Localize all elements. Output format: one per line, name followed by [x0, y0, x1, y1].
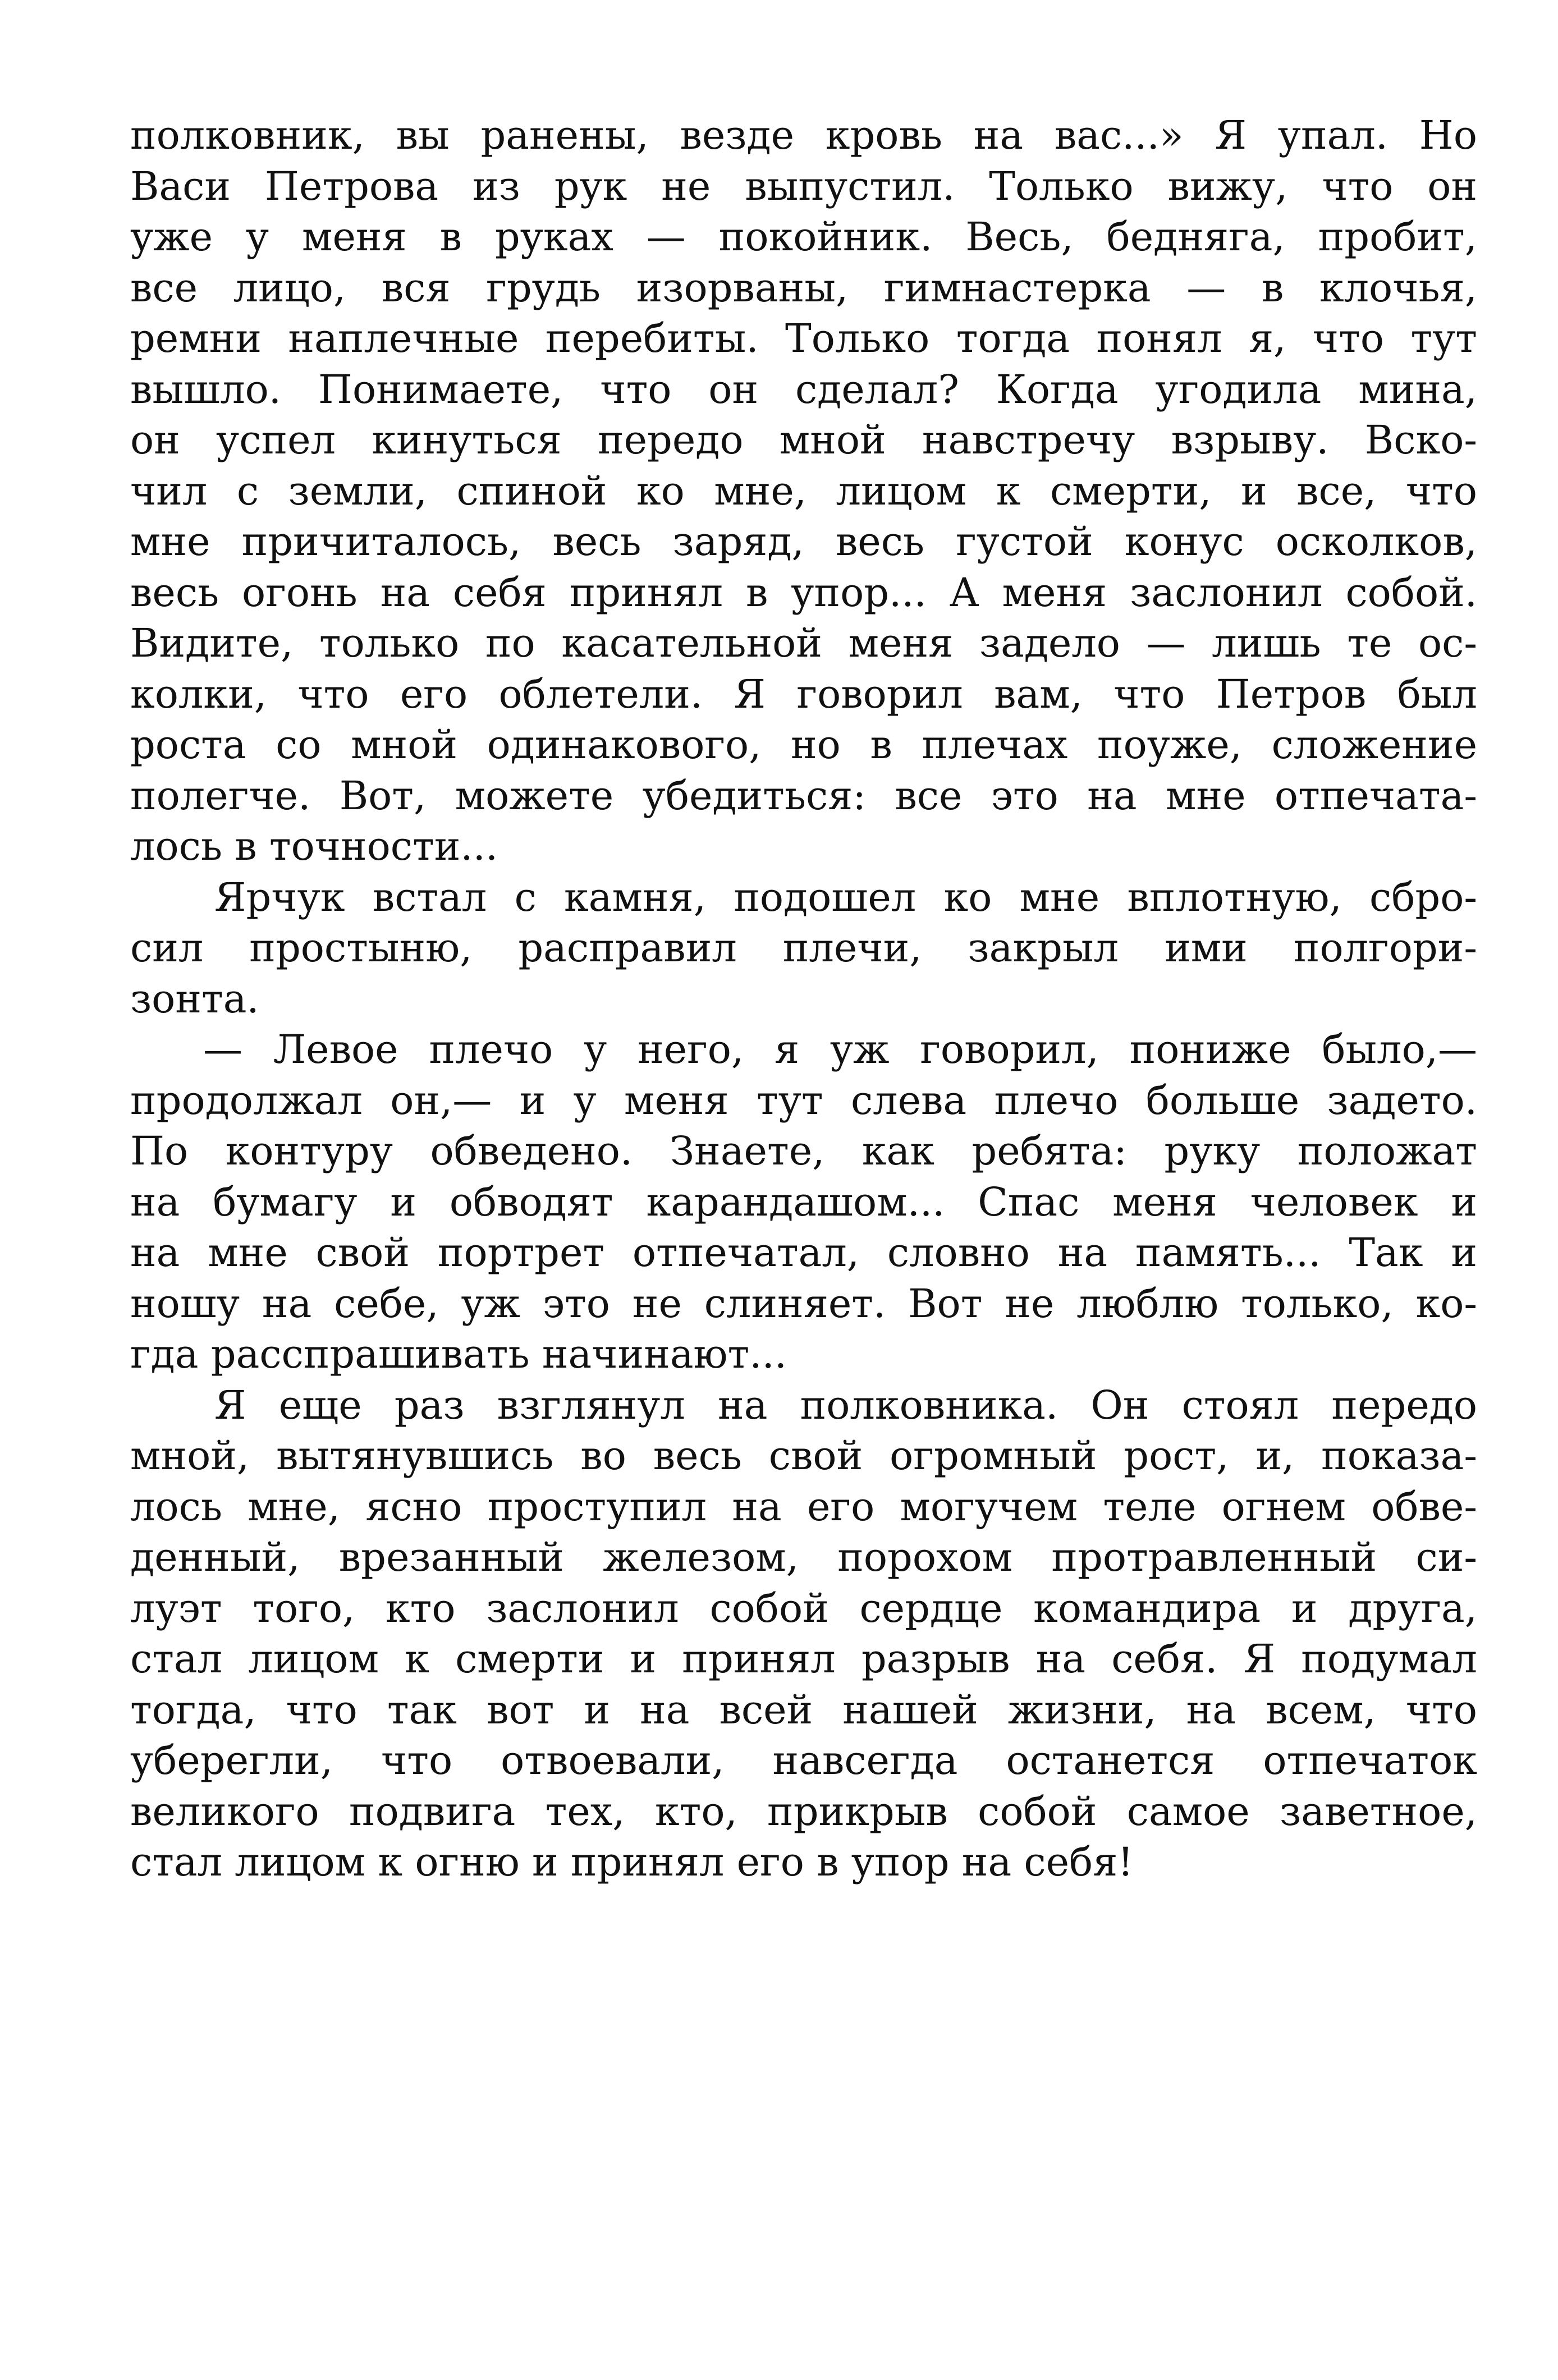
text-line: Ярчук встал с камня, подошел ко мне вплотную, сбро-: [214, 874, 1477, 920]
text-line: роста со мной одинакового, но в плечах поуже, сложение: [130, 722, 1477, 768]
text-line: сил простыню, расправил плечи, закрыл ими полгори-: [130, 925, 1477, 971]
text-line: лось мне, ясно проступил на его могучем теле огнем обве-: [130, 1483, 1477, 1530]
text-line: на бумагу и обводят карандашом... Спас меня человек и: [130, 1178, 1477, 1225]
text-line: По контуру обведено. Знаете, как ребята: руку положат: [130, 1128, 1477, 1174]
paragraph-4: [130, 1380, 1477, 1888]
text-line: он успел кинуться передо мной навстречу взрыву. Вско-: [130, 417, 1477, 463]
text-line: стал лицом к огню и принял его в упор на себя!: [130, 1839, 1134, 1885]
text-line: уже у меня в руках — покойник. Весь, бедняга, пробит,: [130, 214, 1477, 260]
text-line: мной, вытянувшись во весь свой огромный рост, и, показа-: [130, 1433, 1477, 1479]
text-line: полковник, вы ранены, везде кровь на вас...» Я упал. Но: [130, 112, 1477, 158]
text-line: ремни наплечные перебиты. Только тогда понял я, что тут: [130, 315, 1477, 361]
text-line: мне причиталось, весь заряд, весь густой конус осколков,: [130, 519, 1477, 565]
text-line: луэт того, кто заслонил собой сердце командира и друга,: [130, 1585, 1477, 1631]
text-line: все лицо, вся грудь изорваны, гимнастерка — в клочья,: [130, 264, 1477, 311]
text-line: Васи Петрова из рук не выпустил. Только вижу, что он: [130, 163, 1477, 209]
text-line: тогда, что так вот и на всей нашей жизни, на всем, что: [130, 1686, 1477, 1733]
text-line: продолжал он,— и у меня тут слева плечо больше задето.: [130, 1077, 1477, 1123]
text-line: — Левое плечо у него, я уж говорил, пониже было,—: [203, 1026, 1477, 1072]
text-line: денный, врезанный железом, порохом протравленный си-: [130, 1534, 1477, 1580]
text-line: Я еще раз взглянул на полковника. Он стоял передо: [214, 1382, 1477, 1428]
text-line: уберегли, что отвоевали, навсегда останется отпечаток: [130, 1737, 1477, 1783]
text-line: великого подвига тех, кто, прикрыв собой самое заветное,: [130, 1788, 1477, 1835]
text-line: гда расспрашивать начинают...: [130, 1331, 787, 1377]
text-line: ношу на себе, уж это не слиняет. Вот не люблю только, ко-: [130, 1280, 1477, 1327]
text-line: полегче. Вот, можете убедиться: все это на мне отпечата-: [130, 772, 1477, 819]
text-line: чил с земли, спиной ко мне, лицом к смерти, и все, что: [130, 467, 1477, 514]
paragraph-3: [130, 1024, 1477, 1380]
text-line: колки, что его облетели. Я говорил вам, что Петров был: [130, 671, 1477, 717]
text-line: Видите, только по касательной меня задело — лишь те ос-: [130, 620, 1477, 666]
text-line: лось в точности...: [130, 823, 498, 869]
body-text: [130, 110, 1477, 1888]
paragraph-1: [130, 110, 1477, 872]
text-line: зонта.: [130, 975, 259, 1022]
text-line: весь огонь на себя принял в упор... А меня заслонил собой.: [130, 569, 1477, 616]
paragraph-2: [130, 872, 1477, 1025]
text-line: вышло. Понимаете, что он сделал? Когда угодила мина,: [130, 366, 1477, 412]
text-line: стал лицом к смерти и принял разрыв на себя. Я подумал: [130, 1636, 1477, 1682]
text-line: на мне свой портрет отпечатал, словно на память... Так и: [130, 1230, 1477, 1276]
